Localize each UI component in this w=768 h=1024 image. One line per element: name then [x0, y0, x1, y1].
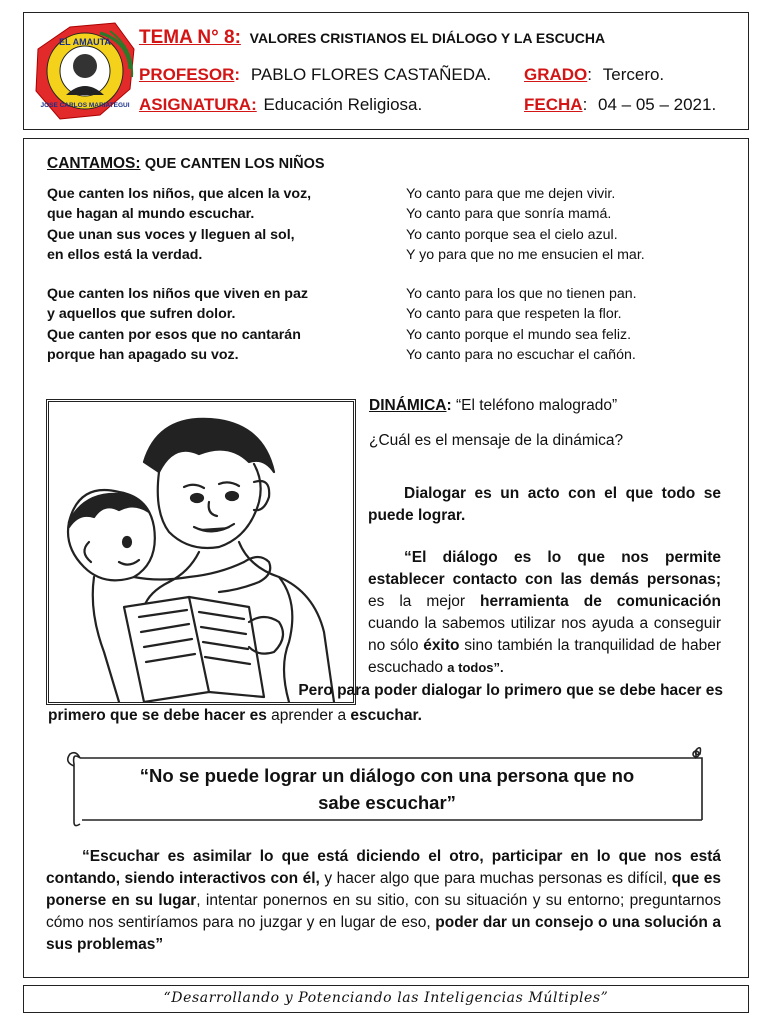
p2-bold-pero: Pero para poder dialogar lo primero que se debe hacer es: [298, 682, 723, 699]
song-line: Yo canto para no escuchar el cañón.: [406, 346, 636, 363]
footer-box: [23, 985, 749, 1013]
footer-motto: “Desarrollando y Potenciando las Inteligencias Múltiples”: [163, 990, 609, 1006]
logo-text-ring: JOSE CARLOS MARIATEGUI: [40, 102, 130, 109]
asignatura-value: Educación Religiosa.: [263, 95, 423, 114]
father-son-illustration: [46, 399, 356, 705]
p2-bold-escuchar: escuchar.: [350, 707, 422, 724]
song-line: Que canten por esos que no cantarán: [47, 326, 301, 343]
p2-bold-tool: herramienta de comunicación: [480, 593, 721, 610]
song-line: Yo canto para los que no tienen pan.: [406, 286, 637, 302]
asignatura-row: [139, 95, 422, 115]
closing-bold-end: poder dar un consejo o una solución a sus problemas”: [46, 914, 721, 953]
p2-text: aprender a: [266, 707, 351, 724]
cantamos-heading: [47, 155, 325, 173]
dinamica-label: DINÁMICA: [369, 397, 447, 414]
dinamica-question: ¿Cuál es el mensaje de la dinámica?: [369, 432, 624, 449]
p2-bold-exito: éxito: [423, 637, 460, 654]
dinamica-paragraph-1: Dialogar es un acto con el que todo se puede lograr.: [368, 485, 721, 524]
school-logo: [30, 19, 140, 124]
grado-label: GRADO: [524, 65, 588, 84]
song-line: Que canten los niños que viven en paz: [47, 286, 308, 302]
song-left-stanza-1: [47, 184, 311, 265]
profesor-value: PABLO FLORES CASTAÑEDA.: [250, 65, 492, 84]
fecha-label: FECHA: [524, 95, 583, 114]
closing-text: y hacer algo que para muchas personas es difícil,: [319, 870, 672, 887]
song-line: y aquellos que sufren dolor.: [47, 306, 236, 323]
profesor-label: PROFESOR: [139, 65, 235, 84]
p2-text: es la mejor: [368, 593, 481, 610]
closing-text: , intentar ponernos en su sitio, con su situación y su entorno; preguntarnos cómo nos sentiríamos para no juzgar y en lugar de eso,: [46, 892, 721, 931]
song-line: Yo canto para que me dejen vivir.: [406, 186, 616, 202]
closing-paragraph: [46, 846, 721, 956]
song-line: Y yo para que no me ensucien el mar.: [406, 246, 645, 263]
cantamos-label: CANTAMOS:: [47, 155, 141, 172]
header-box: [23, 12, 749, 130]
song-right-stanza-2: [406, 284, 637, 365]
closing-bold-lugar: que es ponerse en su lugar: [46, 870, 721, 909]
song-line: Yo canto para que respeten la flor.: [406, 306, 622, 323]
song-title: QUE CANTEN LOS NIÑOS: [144, 156, 325, 172]
dinamica-paragraph-2-end: [48, 680, 723, 702]
closing-bold-intro: “Escuchar es asimilar lo que está diciendo el otro, participar en lo que nos está contando, siendo interactivos con él,: [46, 848, 721, 887]
profesor-row: PROFESOR: PABLO FLORES CASTAÑEDA.: [139, 65, 492, 84]
asignatura-label: ASIGNATURA:: [139, 95, 257, 114]
song-line: que hagan al mundo escuchar.: [47, 206, 255, 223]
song-line: Que unan sus voces y lleguen al sol,: [47, 226, 295, 243]
fecha-row: FECHA: 04 – 05 – 2021.: [524, 95, 717, 114]
fecha-value: 04 – 05 – 2021.: [598, 95, 717, 114]
tema-label: TEMA N° 8:: [139, 27, 241, 48]
dinamica-heading: DINÁMICA: “El teléfono malogrado”: [369, 397, 618, 414]
p2-text: sino también la tranquilidad de haber escuchado: [368, 637, 721, 676]
song-left-stanza-2: [47, 284, 308, 365]
tema-text: VALORES CRISTIANOS EL DIÁLOGO Y LA ESCUCHA: [249, 30, 606, 46]
grado-value: Tercero.: [602, 65, 665, 84]
p2-bold-intro: “El diálogo es lo que nos permite establecer contacto con las demás personas;: [368, 549, 721, 588]
scroll-quote-line: sabe escuchar”: [318, 792, 456, 813]
dinamica-title: “El teléfono malogrado”: [455, 397, 618, 414]
dinamica-paragraph-2-last: primero que se debe hacer es aprender a escuchar.: [48, 707, 422, 724]
p2-bold-todos: a todos”.: [447, 660, 504, 675]
scroll-quote: [92, 762, 682, 816]
song-line: Que canten los niños, que alcen la voz,: [47, 186, 312, 202]
song-line: Yo canto para que sonría mamá.: [406, 206, 612, 223]
song-line: porque han apagado su voz.: [47, 346, 239, 363]
grado-row: GRADO: Tercero.: [524, 65, 665, 84]
song-line: en ellos está la verdad.: [47, 246, 203, 263]
scroll-quote-line: “No se puede lograr un diálogo con una persona que no: [139, 765, 635, 786]
song-right-stanza-1: [406, 184, 645, 265]
tema-row: [139, 27, 605, 49]
dinamica-paragraph-2: [368, 547, 721, 679]
logo-text-top: EL AMAUTA: [59, 37, 111, 47]
song-line: Yo canto porque el mundo sea feliz.: [406, 326, 632, 343]
p2-text: cuando la sabemos utilizar nos ayuda a conseguir no sólo: [368, 615, 721, 654]
song-line: Yo canto porque sea el cielo azul.: [406, 226, 618, 243]
